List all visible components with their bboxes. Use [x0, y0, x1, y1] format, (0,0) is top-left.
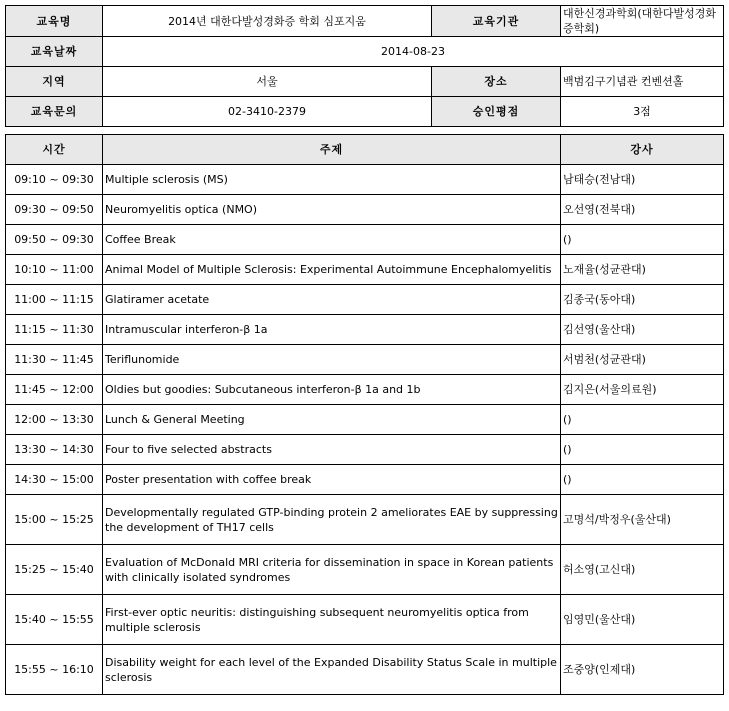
schedule-topic-cell: First-ever optic neuritis: distinguishing subsequent neuromyelitis optica from multiple sclerosis — [103, 595, 561, 645]
schedule-header-time: 시간 — [6, 135, 103, 165]
schedule-row — [6, 165, 724, 195]
course-name: 2014년 대한다발성경화증 학회 심포지움 — [103, 6, 432, 37]
schedule-speaker-cell: 임영민(울산대) — [561, 595, 724, 645]
course-contact-label: 교육문의 — [6, 97, 103, 127]
schedule-time-cell: 14:30 ~ 15:00 — [6, 465, 103, 495]
schedule-time-cell: 15:25 ~ 15:40 — [6, 545, 103, 595]
schedule-time-cell: 13:30 ~ 14:30 — [6, 435, 103, 465]
schedule-speaker-cell: 서범천(성균관대) — [561, 345, 724, 375]
schedule-header-row — [6, 135, 724, 165]
schedule-row — [6, 435, 724, 465]
schedule-row — [6, 255, 724, 285]
course-date-label: 교육날짜 — [6, 37, 103, 67]
course-name-label: 교육명 — [6, 6, 103, 37]
schedule-row — [6, 225, 724, 255]
schedule-speaker-cell: 김지은(서울의료원) — [561, 375, 724, 405]
schedule-speaker-cell: () — [561, 465, 724, 495]
schedule-row — [6, 375, 724, 405]
schedule-topic-cell: Four to five selected abstracts — [103, 435, 561, 465]
course-region: 서울 — [103, 67, 432, 97]
schedule-time-cell: 11:30 ~ 11:45 — [6, 345, 103, 375]
schedule-row — [6, 195, 724, 225]
schedule-speaker-cell: 오선영(전북대) — [561, 195, 724, 225]
schedule-speaker-cell: () — [561, 435, 724, 465]
schedule-speaker-cell: () — [561, 225, 724, 255]
course-info-table — [5, 5, 724, 127]
schedule-time-cell: 15:55 ~ 16:10 — [6, 645, 103, 695]
schedule-header-topic: 주제 — [103, 135, 561, 165]
schedule-topic-cell: Teriflunomide — [103, 345, 561, 375]
course-contact: 02-3410-2379 — [103, 97, 432, 127]
schedule-table — [5, 134, 724, 695]
course-points-label: 승인평점 — [432, 97, 561, 127]
schedule-time-cell: 11:15 ~ 11:30 — [6, 315, 103, 345]
schedule-speaker-cell: 조중양(인제대) — [561, 645, 724, 695]
info-row-date — [6, 37, 724, 67]
info-row-contact — [6, 97, 724, 127]
schedule-time-cell: 10:10 ~ 11:00 — [6, 255, 103, 285]
schedule-body — [6, 165, 724, 695]
schedule-topic-cell: Disability weight for each level of the Expanded Disability Status Scale in multiple sclerosis — [103, 645, 561, 695]
schedule-time-cell: 09:50 ~ 09:30 — [6, 225, 103, 255]
schedule-row — [6, 465, 724, 495]
course-place-label: 장소 — [432, 67, 561, 97]
schedule-row — [6, 545, 724, 595]
course-points: 3점 — [561, 97, 724, 127]
course-region-label: 지역 — [6, 67, 103, 97]
schedule-time-cell: 15:40 ~ 15:55 — [6, 595, 103, 645]
info-row-name — [6, 6, 724, 37]
schedule-topic-cell: Multiple sclerosis (MS) — [103, 165, 561, 195]
schedule-topic-cell: Glatiramer acetate — [103, 285, 561, 315]
schedule-speaker-cell: 고명석/박정우(울산대) — [561, 495, 724, 545]
schedule-time-cell: 11:00 ~ 11:15 — [6, 285, 103, 315]
schedule-topic-cell: Evaluation of McDonald MRI criteria for dissemination in space in Korean patients with clinically isolated syndromes — [103, 545, 561, 595]
schedule-topic-cell: Oldies but goodies: Subcutaneous interferon-β 1a and 1b — [103, 375, 561, 405]
schedule-time-cell: 15:00 ~ 15:25 — [6, 495, 103, 545]
schedule-topic-cell: Coffee Break — [103, 225, 561, 255]
schedule-speaker-cell: 허소영(고신대) — [561, 545, 724, 595]
schedule-row — [6, 495, 724, 545]
schedule-topic-cell: Lunch & General Meeting — [103, 405, 561, 435]
course-org-label: 교육기관 — [432, 6, 561, 37]
schedule-time-cell: 11:45 ~ 12:00 — [6, 375, 103, 405]
schedule-speaker-cell: 노재율(성균관대) — [561, 255, 724, 285]
schedule-header-speaker: 강사 — [561, 135, 724, 165]
schedule-topic-cell: Animal Model of Multiple Sclerosis: Experimental Autoimmune Encephalomyelitis — [103, 255, 561, 285]
schedule-time-cell: 12:00 ~ 13:30 — [6, 405, 103, 435]
schedule-row — [6, 315, 724, 345]
schedule-row — [6, 595, 724, 645]
course-org: 대한신경과학회(대한다발성경화증학회) — [561, 6, 724, 37]
schedule-topic-cell: Developmentally regulated GTP-binding protein 2 ameliorates EAE by suppressing the development of TH17 cells — [103, 495, 561, 545]
schedule-speaker-cell: 김종국(동아대) — [561, 285, 724, 315]
schedule-topic-cell: Neuromyelitis optica (NMO) — [103, 195, 561, 225]
schedule-row — [6, 345, 724, 375]
schedule-row — [6, 285, 724, 315]
schedule-topic-cell: Intramuscular interferon-β 1a — [103, 315, 561, 345]
schedule-topic-cell: Poster presentation with coffee break — [103, 465, 561, 495]
schedule-speaker-cell: 김선영(울산대) — [561, 315, 724, 345]
course-place: 백범김구기념관 컨벤션홀 — [561, 67, 724, 97]
schedule-speaker-cell: 남태승(전남대) — [561, 165, 724, 195]
schedule-time-cell: 09:30 ~ 09:50 — [6, 195, 103, 225]
course-date: 2014-08-23 — [103, 37, 724, 67]
schedule-row — [6, 405, 724, 435]
schedule-time-cell: 09:10 ~ 09:30 — [6, 165, 103, 195]
schedule-row — [6, 645, 724, 695]
info-row-region — [6, 67, 724, 97]
schedule-speaker-cell: () — [561, 405, 724, 435]
